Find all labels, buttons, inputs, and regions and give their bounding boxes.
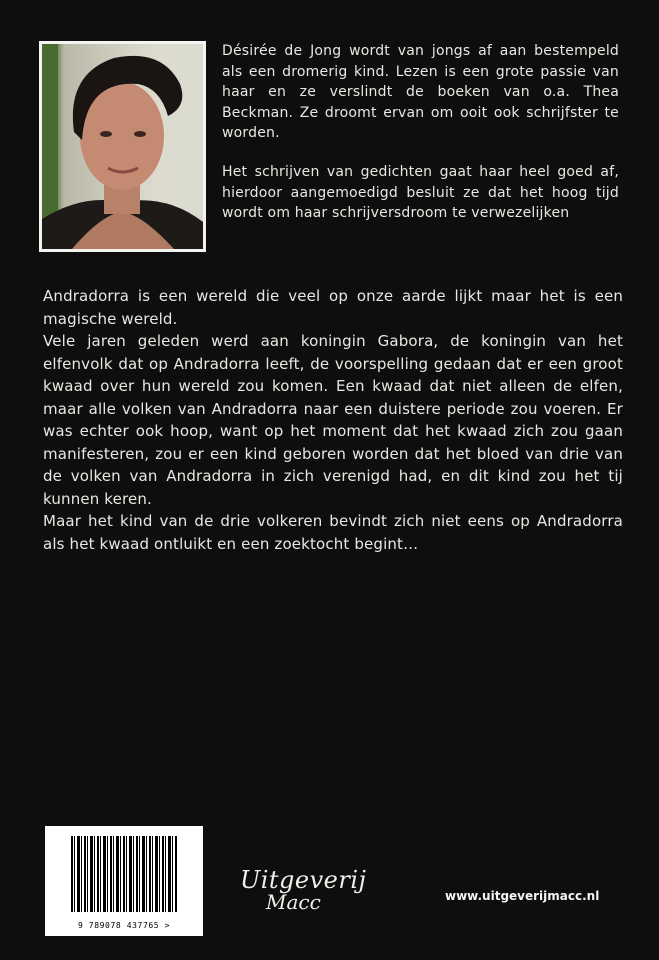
book-synopsis <box>43 285 623 555</box>
synopsis-paragraph: Vele jaren geleden werd aan koningin Gabora, de koningin van het elfenvolk dat op Andradorra leeft, de voorspelling gedaan dat er een groot kwaad over hun wereld zou komen. Een kwaad dat niet alleen de elfen, maar alle volken van Andradorra naar een duistere periode zou voeren. Er was echter ook hoop, want op het moment dat het kwaad zich zou gaan manifesteren, zou er een kind geboren worden dat het bloed van drie van de volken van Andradorra in zich verenigd had, en dit kind zou het tij kunnen keren. <box>43 332 623 508</box>
publisher-logo <box>240 866 370 916</box>
author-photo-frame <box>39 41 206 252</box>
synopsis-paragraph: Andradorra is een wereld die veel op onze aarde lijkt maar het is een magische wereld. <box>43 287 623 328</box>
barcode-bars <box>71 836 177 912</box>
bio-paragraph: Het schrijven van gedichten gaat haar heel goed af, hierdoor aangemoedigd besluit ze dat het hoog tijd wordt om haar schrijversdroom te verwezelijken <box>222 163 619 222</box>
publisher-logo-line-2: Macc <box>266 890 321 914</box>
publisher-website: www.uitgeverijmacc.nl <box>445 889 600 903</box>
author-photo <box>42 44 203 249</box>
author-bio <box>222 41 619 224</box>
barcode-digits: 9 789078 437765 > <box>77 921 171 930</box>
synopsis-paragraph: Maar het kind van de drie volkeren bevindt zich niet eens op Andradorra als het kwaad ontluikt en een zoektocht begint… <box>43 512 623 553</box>
isbn-barcode <box>45 826 203 936</box>
author-portrait-illustration <box>42 44 203 249</box>
publisher-logo-line-1: Uitgeverij <box>240 866 367 894</box>
bio-paragraph: Désirée de Jong wordt van jongs af aan bestempeld als een dromerig kind. Lezen is een grote passie van haar en ze verslindt de boeken van o.a. Thea Beckman. Ze droomt ervan om ooit ook schrijfster te worden. <box>222 43 619 142</box>
